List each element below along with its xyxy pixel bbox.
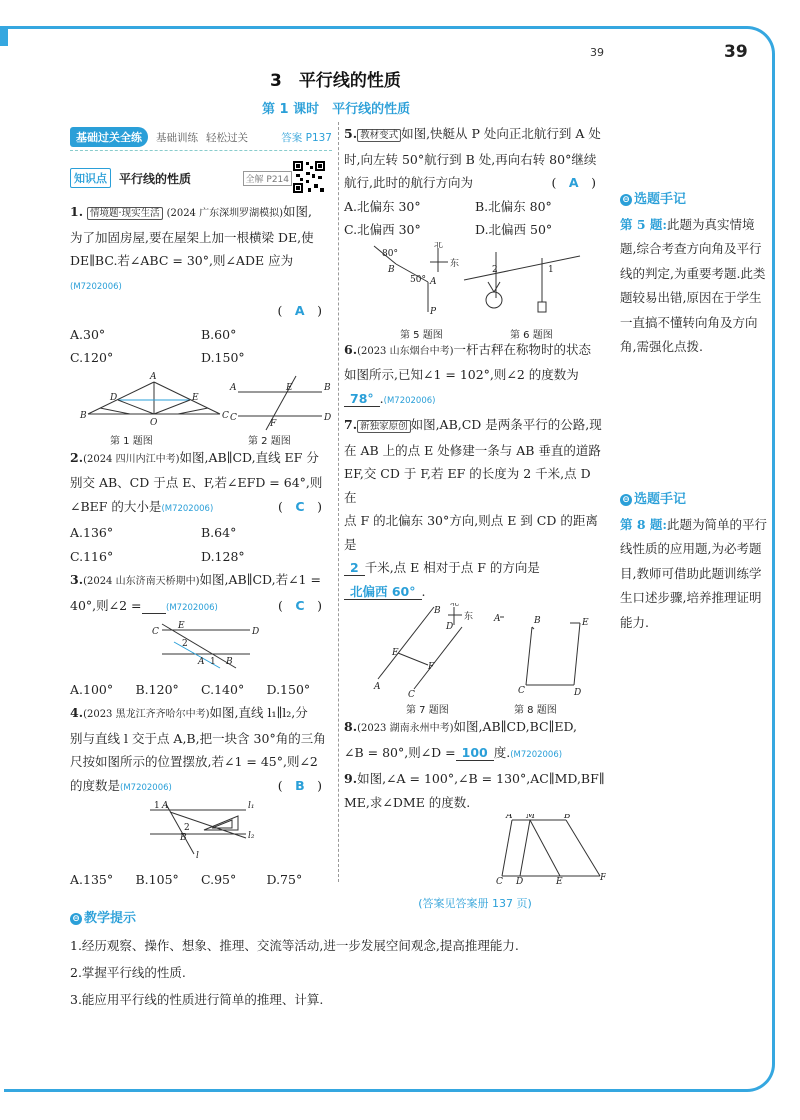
q7-text2: 在 AB 上的点 E 处修建一条与 AB 垂直的道路 <box>344 442 601 458</box>
q3-option-d: D.150° <box>266 681 311 697</box>
q7-text4: 点 F 的北偏东 30°方向,则点 E 到 CD 的距离是 <box>344 513 598 552</box>
q1-number: 1. <box>70 204 84 219</box>
svg-text:E: E <box>192 392 199 403</box>
q7-number: 7. <box>344 417 358 432</box>
svg-text:A: A <box>150 371 157 382</box>
svg-text:B: B <box>180 833 187 843</box>
q5-option-d: D.北偏西 50° <box>475 222 553 237</box>
fig8-caption: 第 8 题图 <box>514 705 557 716</box>
svg-text:E: E <box>556 877 563 884</box>
q1-option-c: C.120° <box>70 350 114 365</box>
svg-text:2: 2 <box>492 264 498 275</box>
page-number-small: 39 <box>590 46 604 59</box>
fig6-caption: 第 6 题图 <box>510 329 553 341</box>
answer-book-ref: (答案见答案册 137 页) <box>418 896 532 910</box>
svg-text:D: D <box>574 688 582 698</box>
q2-option-d: D.128° <box>201 548 245 564</box>
banner-sub2: 轻松过关 <box>206 131 248 144</box>
q3-code: (M7202006) <box>166 602 218 613</box>
q7-text1: 如图,AB,CD 是两条平行的公路,现 <box>410 417 602 432</box>
q8-text1: 如图,AB∥CD,BC∥ED, <box>453 719 578 734</box>
q2-options <box>70 521 332 568</box>
q1-option-a: A.30° <box>70 326 106 342</box>
q7-tag: 新独家原创 <box>357 420 411 433</box>
q4-number: 4. <box>70 705 84 720</box>
q4-options <box>70 868 332 892</box>
q4-code: (M7202006) <box>120 782 172 793</box>
svg-text:B: B <box>434 606 441 616</box>
svg-text:B: B <box>80 410 87 421</box>
page-edge-tab <box>0 26 8 46</box>
q2-option-c: C.116° <box>70 548 114 564</box>
q1-text1: 如图, <box>283 204 312 219</box>
figure-4 <box>70 800 332 860</box>
qr-code-icon <box>292 160 326 194</box>
q2-number: 2. <box>70 449 84 465</box>
lesson-title: 第 1 课时 平行线的性质 <box>262 102 411 117</box>
q4-text3: 尺按如图所示的位置摆放,若∠1 = 45°,则∠2 <box>70 754 318 769</box>
svg-text:E: E <box>178 621 185 631</box>
chapter-title: 3 平行线的性质 <box>270 71 401 91</box>
q1-q2-figures <box>70 370 332 446</box>
q7-text5: 千米,点 E 相对于点 F 的方向是 <box>364 560 540 575</box>
q2-code: (M7202006) <box>161 503 214 514</box>
side1-text: 此题为真实情境题,综合考查方向角及平行线的判定,为重要考题.此类题较易出错,原因在于学生一直搞不懂转向角及方向角,需强化点拨. <box>620 216 766 354</box>
svg-text:O: O <box>150 417 158 428</box>
q4-source: (2023 黑龙江齐齐哈尔中考) <box>83 709 210 720</box>
side1-head: 选题手记 <box>634 192 687 207</box>
q5-option-c: C.北偏西 30° <box>344 222 421 237</box>
svg-text:E: E <box>286 382 293 393</box>
q1 <box>70 200 332 226</box>
q5-tag: 教材变式 <box>357 129 401 142</box>
q2-option-a: A.136° <box>70 525 114 540</box>
tip-item: 3.能应用平行线的性质进行简单的推理、计算. <box>70 992 324 1007</box>
q6-text1: 一杆古秤在称物时的状态 <box>453 341 592 357</box>
svg-text:D: D <box>252 627 260 637</box>
quanjie-ref: 全解 P214 <box>243 171 292 186</box>
q1-code: (M7202006) <box>70 281 122 292</box>
column-divider <box>338 122 339 882</box>
side-note-2 <box>620 488 770 635</box>
svg-text:B: B <box>324 382 331 393</box>
figure-9 <box>344 814 606 884</box>
q1-answer: A <box>294 303 305 318</box>
q5-text1: 如图,快艇从 P 处向正北航行到 A 处 <box>401 126 601 141</box>
side2-text: 此题为简单的平行线性质的应用题,为必考题目,教师可借助此题训练学生口述步骤,培养推理证明能力. <box>620 516 768 630</box>
svg-text:F: F <box>428 662 435 672</box>
q4-answer: B <box>295 777 305 793</box>
svg-text:C: C <box>230 412 237 423</box>
side2-head: 选题手记 <box>634 492 687 507</box>
svg-text:P: P <box>430 306 437 317</box>
q2-answer: C <box>295 498 305 514</box>
svg-text:C: C <box>518 686 525 696</box>
q3-answer: C <box>295 597 305 613</box>
svg-text:M: M <box>526 814 536 821</box>
divider <box>70 150 332 151</box>
q1-options <box>70 323 332 370</box>
q4-option-a: A.135° <box>70 871 114 887</box>
figure-5-6 <box>344 242 606 324</box>
svg-text:E: E <box>392 648 399 658</box>
svg-text:D: D <box>446 622 454 632</box>
q6-fill-answer: 78° <box>344 391 380 407</box>
q4-text1: 如图,直线 l₁∥l₂,分 <box>209 705 308 720</box>
q1-option-d: D.150° <box>201 350 245 365</box>
svg-text:50°: 50° <box>410 274 426 285</box>
q4-text2: 别与直线 l 交于点 A,B,把一块含 30°角的三角 <box>70 730 326 746</box>
q2-option-b: B.64° <box>201 525 237 540</box>
svg-text:F: F <box>270 418 277 429</box>
figure-3 <box>70 620 332 670</box>
tip-item: 1.经历观察、操作、想象、推理、交流等活动,进一步发展空间观念,提高推理能力. <box>70 938 519 953</box>
q9-number: 9. <box>344 771 358 786</box>
q5-text3: 航行,此时的航行方向为 <box>344 175 473 190</box>
figure-7-8 <box>344 603 606 699</box>
q7-q8-figures <box>344 603 606 715</box>
q9-text1: 如图,∠A = 100°,∠B = 130°,AC∥MD,BF∥ <box>357 771 605 786</box>
tip-item: 2.掌握平行线的性质. <box>70 965 186 980</box>
q5-answer: A <box>568 175 579 190</box>
svg-text:A: A <box>162 801 169 811</box>
svg-text:A: A <box>506 814 513 821</box>
q3-option-c: C.140° <box>201 681 245 697</box>
q1-text2: 为了加固房屋,要在屋架上加一根横梁 DE,使 <box>70 229 314 245</box>
side1-highlight: 第 5 题: <box>620 216 668 232</box>
fig7-caption: 第 7 题图 <box>406 705 449 716</box>
tips-head: 教学提示 <box>84 911 137 926</box>
q8-source: (2023 湖南永州中考) <box>357 723 454 734</box>
q9-text2: ME,求∠DME 的度数. <box>344 794 471 810</box>
left-column: 1. 情境题·现实生活 (2024 广东深圳罗湖模拟)如图, 为了加固房屋,要在屋架上加一根横梁 DE,使 DE∥BC.若∠ABC = 30°,则∠ADE 应为(M7202006) ( A ) A.30° B.60° C.120° D.150° A D E B C O A E B C F D 第 1 题图 第 2 题图 2.(2024 四川内江中考)如图,AB∥CD,直线 EF 分 别交 AB、CD 于点 E、F,若∠EFD = 64°,则 ∠BEF 的大小是(M7202006) ( C ) A.136° B.64° C.116° D.128° 3.(2024 山东济南天桥期中)如图,AB∥CD,若∠1 = 40°,则∠2 = (M7202006) ( C ) C E D 2 A 1 B A.100° B.120° C.140° D.150° 4.(2023 黑龙江齐齐哈尔中考)如图,直线 l₁∥l₂,分 别与直线 l 交于点 A,B,把一块含 30°角的三角 尺按如图所示的位置摆放,若∠1 = 45°,则∠2 的度数是(M7202006) ( B ) 1 A l₁ 2 B l₂ l A.135° B.105° C.95° D.75° <box>70 200 332 891</box>
q7-text3: EF,交 CD 于 F,若 EF 的长度为 2 千米,点 D 在 <box>344 466 591 505</box>
svg-text:l: l <box>196 851 199 860</box>
svg-text:1: 1 <box>210 657 216 667</box>
fig2-caption: 第 2 题图 <box>248 435 291 447</box>
knowledge-tag: 知识点 <box>70 168 111 188</box>
side-note-1 <box>620 188 770 360</box>
svg-text:2: 2 <box>182 639 188 649</box>
svg-text:B: B <box>564 814 571 821</box>
svg-text:l₁: l₁ <box>248 801 255 811</box>
q4-option-c: C.95° <box>201 871 237 887</box>
q5-option-b: B.北偏东 80° <box>475 198 552 214</box>
svg-text:D: D <box>516 877 524 884</box>
svg-text:F: F <box>600 873 606 883</box>
q3-option-b: B.120° <box>135 681 179 697</box>
q1-option-b: B.60° <box>201 326 237 342</box>
q5-text2: 时,向左转 50°航行到 B 处,再向右转 80°继续 <box>344 151 597 167</box>
q3-option-a: A.100° <box>70 681 114 697</box>
fig5-east-label: 东 <box>450 258 460 269</box>
q5-number: 5. <box>344 126 358 141</box>
q3-text2: 40°,则∠2 = <box>70 597 142 613</box>
svg-text:B: B <box>226 657 233 667</box>
q7-fill-distance: 2 <box>344 560 365 576</box>
knowledge-title: 平行线的性质 <box>119 171 192 186</box>
q1-tag: 情境题·现实生活 <box>87 207 163 220</box>
q8-text2: ∠B = 80°,则∠D = <box>344 744 456 760</box>
svg-text:A: A <box>374 682 381 692</box>
q2-text2: 别交 AB、CD 于点 E、F,若∠EFD = 64°,则 <box>70 475 323 490</box>
q8-code: (M7202006) <box>510 749 563 760</box>
svg-text:北: 北 <box>450 603 460 608</box>
svg-text:l₂: l₂ <box>248 831 255 841</box>
side2-highlight: 第 8 题: <box>620 516 668 532</box>
q1-source: (2024 广东深圳罗湖模拟) <box>166 208 283 219</box>
svg-text:D: D <box>324 412 332 423</box>
svg-text:A: A <box>430 276 437 287</box>
svg-text:1: 1 <box>548 264 554 275</box>
svg-text:A: A <box>198 657 205 667</box>
svg-text:2: 2 <box>184 823 190 833</box>
q6-text2: 如图所示,已知∠1 = 102°,则∠2 的度数为 <box>344 367 579 382</box>
q6-source: (2023 山东烟台中考) <box>357 345 454 357</box>
figure-1-2 <box>70 370 332 432</box>
q3-source: (2024 山东济南天桥期中) <box>83 576 200 587</box>
banner-answer-ref: 答案 P137 <box>281 131 332 144</box>
banner-tag: 基础过关全练 <box>70 127 148 147</box>
q4-option-b: B.105° <box>135 871 179 887</box>
svg-text:D: D <box>110 392 118 403</box>
q6-code: (M7202006) <box>383 395 436 406</box>
q7-fill-direction: 北偏西 60° <box>344 584 422 600</box>
middle-column: 5. 教材变式 如图,快艇从 P 处向正北航行到 A 处 时,向左转 50°航行到 B 处,再向右转 80°继续 航行,此时的航行方向为 ( A ) A.北偏东 30° B.北偏东 80° C.北偏西 30° D.北偏西 50° 80° 50° B A P 北 东 2 1 第 5 题图 第 6 题图 6.(2023 山东烟台中考)一杆古秤在称物时的状态 如图所示,已知∠1 = 102°,则∠2 的度数为 78° .(M7202006) 7. 新独家原创 如图,AB,CD 是两条平行的公路,现 在 AB 上的点 E 处修建一条与 AB 垂直的道路 EF,交 CD 于 F,若 EF 的长度为 2 千米,点 D 在 点 F 的北偏东 30°方向,则点 E 到 CD 的距离是 2 千米,点 E 相对于点 F 的方向是 北偏西 60° . 北 东 E F A B C D A B C D E 第 7 题图 第 8 题图 8.(2023 湖南永州中考)如图,AB∥CD,BC∥ED, ∠B = 80°,则∠D = 100 度.(M7202006) 9.如图,∠A = 100°,∠B = 130°,AC∥MD,BF∥ ME,求∠DME 的度数. A M B C D E F (答案见答案册 137 页) <box>344 122 606 915</box>
banner-sub1: 基础训练 <box>156 131 198 144</box>
section-banner <box>70 128 332 146</box>
svg-text:1: 1 <box>154 801 160 811</box>
note-icon: ⊖ <box>620 494 632 506</box>
q8-number: 8. <box>344 719 358 734</box>
q3-number: 3. <box>70 572 84 587</box>
q2-text1: 如图,AB∥CD,直线 EF 分 <box>179 449 319 465</box>
fig5-north-label: 北 <box>434 241 444 250</box>
q8-fill-answer: 100 <box>456 745 494 761</box>
svg-text:C: C <box>408 690 415 699</box>
q3-options <box>70 678 332 702</box>
note-icon: ⊖ <box>620 194 632 206</box>
page-number: 39 <box>724 42 748 62</box>
svg-text:A: A <box>494 614 501 624</box>
svg-text:80°: 80° <box>382 248 398 259</box>
svg-text:东: 东 <box>464 612 474 622</box>
q2-text3: ∠BEF 的大小是 <box>70 498 162 514</box>
svg-text:B: B <box>534 616 541 626</box>
q4-option-d: D.75° <box>266 871 303 887</box>
svg-text:A: A <box>230 382 237 393</box>
q5-q6-figures <box>344 241 606 341</box>
q4-text4: 的度数是 <box>70 777 121 793</box>
q2-source: (2024 四川内江中考) <box>83 453 180 465</box>
svg-text:C: C <box>152 627 159 637</box>
q3-text1: 如图,AB∥CD,若∠1 = <box>199 572 321 587</box>
q8-text3: 度. <box>493 744 511 760</box>
q6-number: 6. <box>344 341 358 357</box>
svg-text:B: B <box>388 264 395 275</box>
teaching-tips <box>70 905 730 1013</box>
q5-option-a: A.北偏东 30° <box>344 198 421 214</box>
tips-icon: ⊖ <box>70 913 82 925</box>
fig1-caption: 第 1 题图 <box>110 435 153 447</box>
fig5-caption: 第 5 题图 <box>400 329 443 341</box>
q1-text3: DE∥BC.若∠ABC = 30°,则∠ADE 应为 <box>70 253 294 268</box>
q5-options <box>344 195 606 242</box>
svg-text:C: C <box>222 410 229 421</box>
svg-text:E: E <box>582 618 589 628</box>
svg-text:C: C <box>496 877 503 884</box>
